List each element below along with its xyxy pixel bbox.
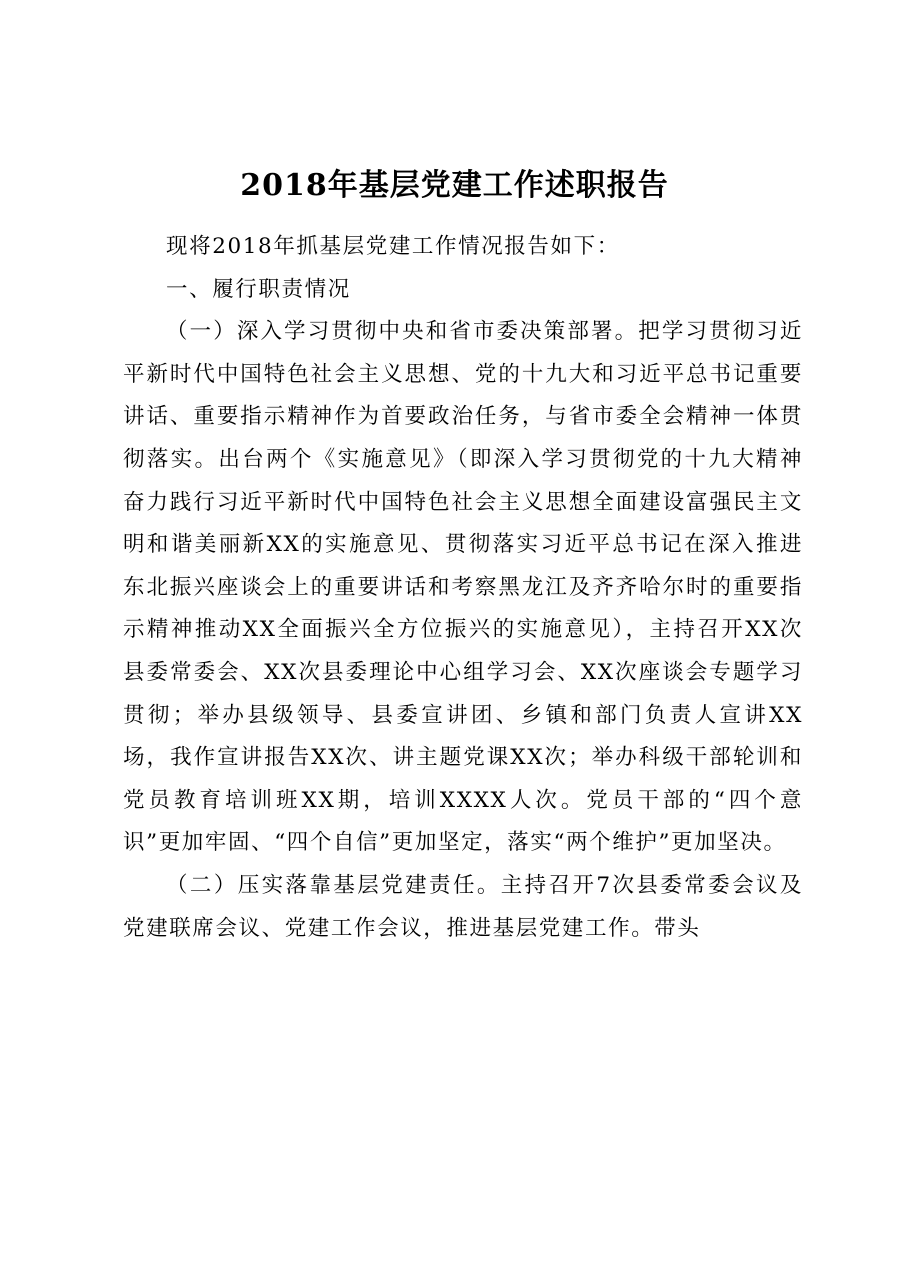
intro-paragraph: 现将2018年抓基层党建工作情况报告如下： — [166, 234, 620, 259]
document-body — [123, 226, 803, 950]
body-paragraph-2: （二）压实落靠基层党建责任。主持召开7次县委常委会议及党建联席会议、党建工作会议，推进基层党建工作。带头 — [123, 872, 803, 941]
body-paragraph-1: （一）深入学习贯彻中央和省市委决策部署。把学习贯彻习近平新时代中国特色社会主义思想、党的十九大和习近平总书记重要讲话、重要指示精神作为首要政治任务，与省市委全会精神一体贯彻落实。出台两个《实施意见》（即深入学习贯彻党的十九大精神奋力践行习近平新时代中国特色社会主义思想全面建设富强民主文明和谐美丽新XX的实施意见、贯彻落实习近平总书记在深入推进东北振兴座谈会上的重要讲话和考察黑龙江及齐齐哈尔时的重要指示精神推动XX全面振兴全方位振兴的实施意见），主持召开XX次县委常委会、XX次县委理论中心组学习会、XX次座谈会专题学习贯彻；举办县级领导、县委宣讲团、乡镇和部门负责人宣讲XX场，我作宣讲报告XX次、讲主题党课XX次；举办科级干部轮训和党员教育培训班XX期，培训XXXX人次。党员干部的“四个意识”更加牢固、“四个自信”更加坚定，落实“两个维护”更加坚决。 — [123, 319, 803, 856]
document-title: 2018年基层党建工作述职报告 — [240, 168, 669, 203]
section-heading: 一、履行职责情况 — [166, 276, 351, 302]
